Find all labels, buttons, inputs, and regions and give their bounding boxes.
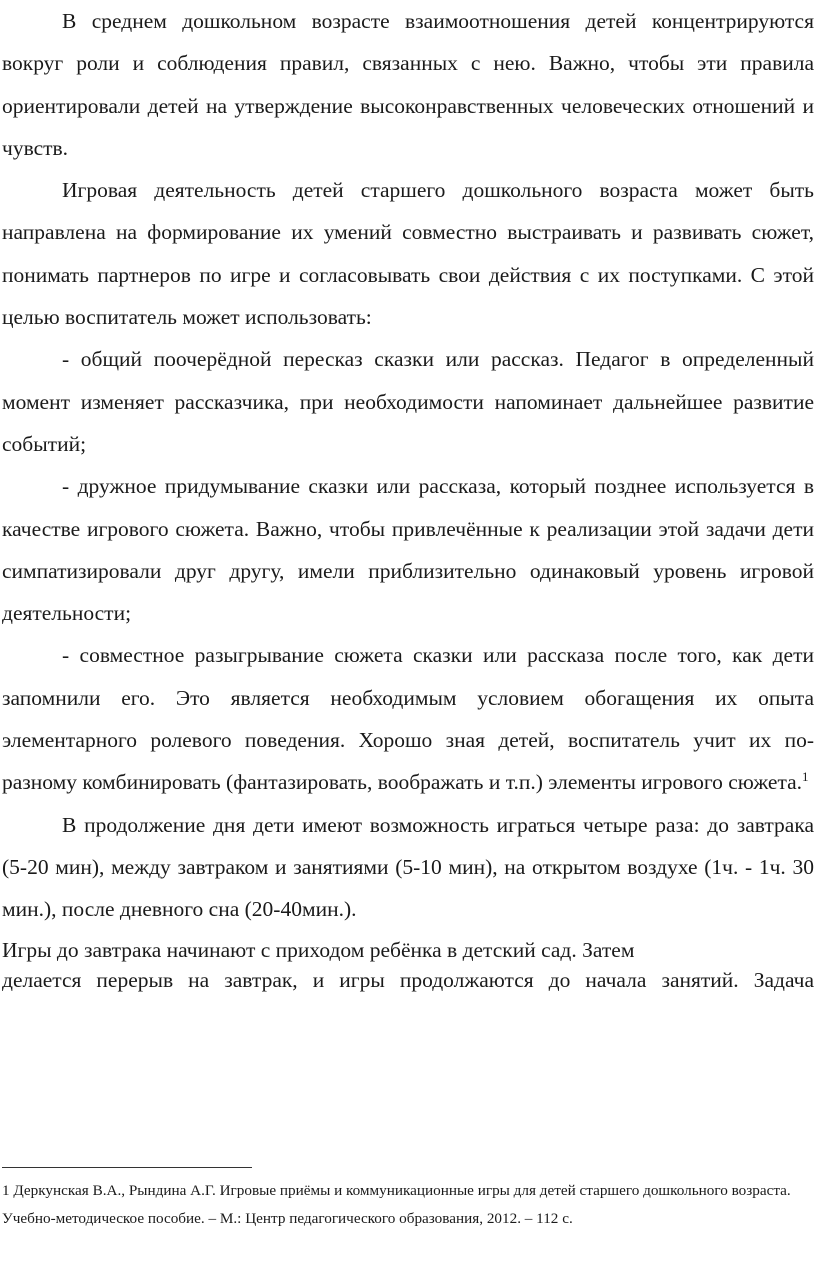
paragraph-morning-games-line-1: Игры до завтрака начинают с приходом ребёнка в детский сад. Затем <box>2 937 635 962</box>
paragraph-schedule: В продолжение дня дети имеют возможность играться четыре раза: до завтрака (5-20 мин), между завтраком и занятиями (5-10 мин), на открытом воздухе (1ч. - 1ч. 30 мин.), после дневного сна (20-40мин.). <box>2 812 814 922</box>
list-item-acting-out-text: - совместное разыгрывание сюжета сказки или рассказа после того, как дети запомнили его. Это является необходимым условием обогащения их опыта элементарного ролевого поведения. Хорошо зная детей, воспитатель учит их по-разному комбинировать (фантазировать, воображать и т.п.) элементы игрового сюжета. <box>2 643 814 795</box>
paragraph-1: В среднем дошкольном возрасте взаимоотношения детей концентрируются вокруг роли и соблюдения правил, связанных с нею. Важно, чтобы эти правила ориентировали детей на утверждение высоконравственных человеческих отношений и чувств. <box>2 9 814 160</box>
paragraph-2: Игровая деятельность детей старшего дошкольного возраста может быть направлена на формирование их умений совместно выстраивать и развивать сюжет, понимать партнеров по игре и согласовывать свои действия с их поступками. С этой целью воспитатель может использовать: <box>2 178 814 330</box>
paragraph-morning-games-line-2: делается перерыв на завтрак, и игры продолжаются до начала занятий. Задача <box>2 967 814 992</box>
list-item-retelling: - общий поочерёдной пересказ сказки или рассказ. Педагог в определенный момент изменяет рассказчика, при необходимости напоминает дальнейшее развитие событий; <box>2 347 814 456</box>
list-item-inventing: - дружное придумывание сказки или рассказа, который позднее используется в качестве игрового сюжета. Важно, чтобы привлечённые к реализации этой задачи дети симпатизировали друг другу, имели приблизительно одинаковый уровень игровой деятельности; <box>2 474 814 626</box>
footnote-separator <box>2 1167 252 1168</box>
list-item-acting-out <box>2 634 814 803</box>
footnote-reference: 1 <box>802 769 809 785</box>
footnote: 1 Деркунская В.А., Рындина А.Г. Игровые приёмы и коммуникационные игры для детей старшего дошкольного возраста. Учебно-методическое пособие. – М.: Центр педагогического образования, 2012. – 112 с. <box>2 1182 791 1227</box>
body-text <box>2 0 814 995</box>
paragraph-morning-games <box>2 935 814 995</box>
